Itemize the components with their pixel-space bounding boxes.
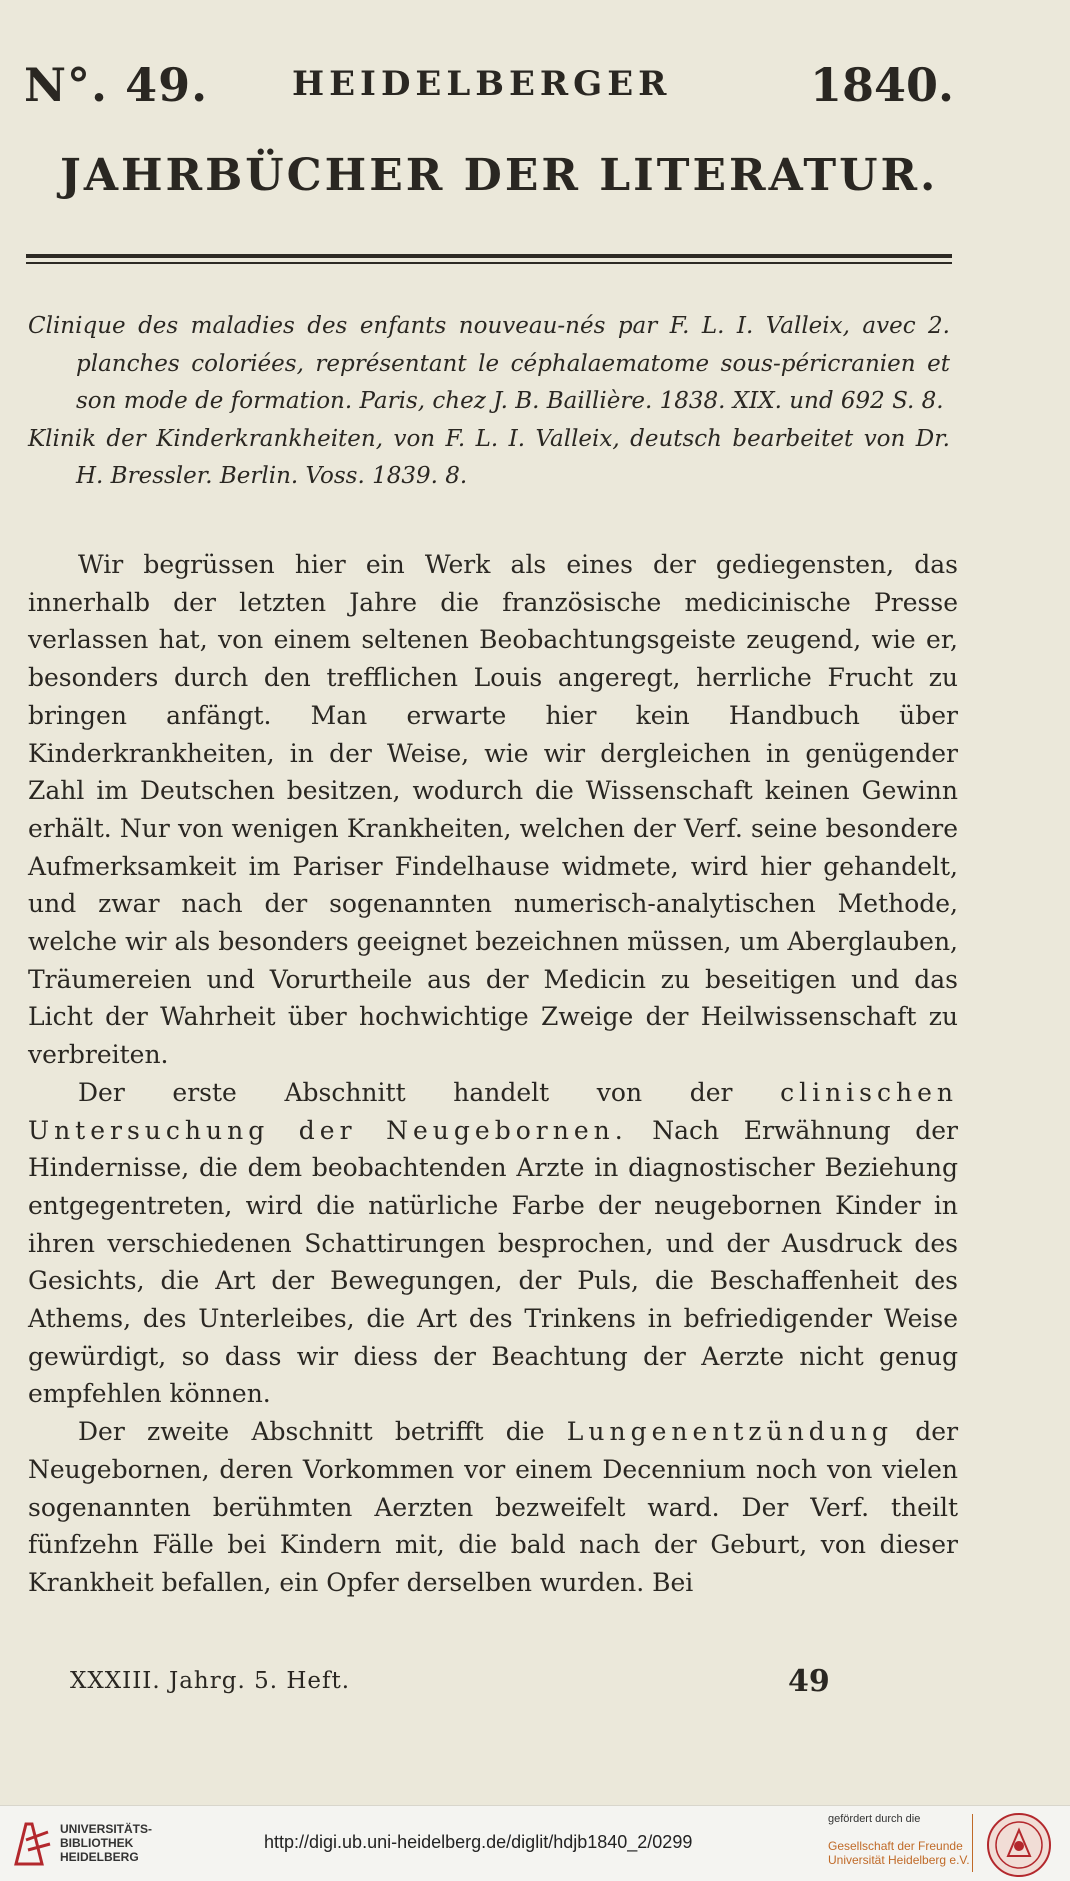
article-body bbox=[28, 546, 958, 1602]
bibliography-entry: Klinik der Kinderkrankheiten, von F. L. I. Valleix, deutsch bearbeitet von Dr. H. Bressler. Berlin. Voss. 1839. 8. bbox=[28, 425, 950, 489]
funding-label: gefördert durch die bbox=[828, 1813, 921, 1825]
paragraph bbox=[28, 1074, 958, 1413]
journal-subtitle: JAHRBÜCHER DER LITERATUR. bbox=[60, 150, 939, 201]
bibliography bbox=[28, 308, 950, 496]
funding-society: Gesellschaft der Freunde Universität Heidelberg e.V. bbox=[828, 1839, 970, 1867]
spaced-emphasis: clinischen Untersuchung der Neugebornen. bbox=[28, 1077, 958, 1145]
footer-divider bbox=[972, 1814, 973, 1872]
university-library-logo-icon bbox=[12, 1818, 54, 1868]
permalink-url[interactable]: http://digi.ub.uni-heidelberg.de/diglit/hdjb1840_2/0299 bbox=[264, 1832, 693, 1852]
signature-mark: XXXIII. Jahrg. 5. Heft. bbox=[70, 1668, 351, 1694]
paragraph-text: der Neugebornen, deren Vorkommen vor einem Decennium noch von vielen sogenannten berühmten Aerzten bezweifelt ward. Der Verf. theilt fünfzehn Fälle bei Kindern mit, die bald nach der Geburt, von dieser Krankheit befallen, ein Opfer derselben wurden. Bei bbox=[28, 1417, 959, 1597]
issue-number: N°. 49. bbox=[24, 58, 209, 112]
page-footer bbox=[70, 1664, 870, 1708]
paragraph: Wir begrüssen hier ein Werk als eines der gediegensten, das innerhalb der letzten Jahre die französische medicinische Presse verlassen hat, von einem seltenen Beobachtungsgeiste zeugend, wie er, besonders durch den trefflichen Louis angeregt, herrliche Frucht zu bringen anfängt. Man erwarte hier kein Handbuch über Kinderkrankheiten, in der Weise, wie wir dergleichen in genügender Zahl im Deutschen besitzen, wodurch die Wissenschaft keinen Gewinn erhält. Nur von wenigen Krankheiten, welchen der Verf. seine besondere Aufmerksamkeit im Pariser Findelhause widmete, wird hier gehandelt, und zwar nach der sogenannten numerisch-analytischen Methode, welche wir als besonders geeignet bezeichnen müssen, um Aberglauben, Träumereien und Vorurtheile aus der Medicin zu beseitigen und das Licht der Wahrheit über hochwichtige Zweige der Heilwissenschaft zu verbreiten. bbox=[28, 550, 958, 1070]
issue-year: 1840. bbox=[809, 58, 954, 112]
journal-title: HEIDELBERGER bbox=[292, 64, 672, 104]
library-name: UNIVERSITÄTS- BIBLIOTHEK HEIDELBERG bbox=[60, 1822, 153, 1864]
paragraph-text: Der zweite Abschnitt betrifft die bbox=[78, 1417, 545, 1447]
header-rule-thick bbox=[26, 254, 952, 258]
page-number: 49 bbox=[788, 1664, 830, 1699]
header-rule-thin bbox=[26, 262, 952, 264]
viewer-footer-bar bbox=[0, 1805, 1070, 1881]
paragraph bbox=[28, 1413, 958, 1602]
paragraph-text: Nach Erwähnung der Hindernisse, die dem beobachtenden Arzte in diagnostischer Beziehung entgegentreten, wird die natürliche Farbe der neugebornen Kinder in ihren verschiedenen Schattirungen besprochen, und der Ausdruck des Gesichts, die Art der Bewegungen, der Puls, die Beschaffenheit des Athems, des Unterleibes, die Art des Trinkens in befriedigender Weise gewürdigt, so dass wir diess der Beachtung der Aerzte nicht genug empfehlen können. bbox=[28, 1115, 958, 1409]
paragraph-text: Der erste Abschnitt handelt von der bbox=[78, 1077, 733, 1107]
masthead bbox=[24, 58, 954, 118]
university-seal-icon bbox=[986, 1812, 1052, 1878]
bibliography-entry: Clinique des maladies des enfants nouveau-nés par F. L. I. Valleix, avec 2. planches coloriées, représentant le céphalaematome sous-péricranien et son mode de formation. Paris, chez J. B. Baillière. 1838. XIX. und 692 S. 8. bbox=[28, 313, 950, 414]
spaced-emphasis: Lungenentzündung bbox=[566, 1417, 894, 1447]
